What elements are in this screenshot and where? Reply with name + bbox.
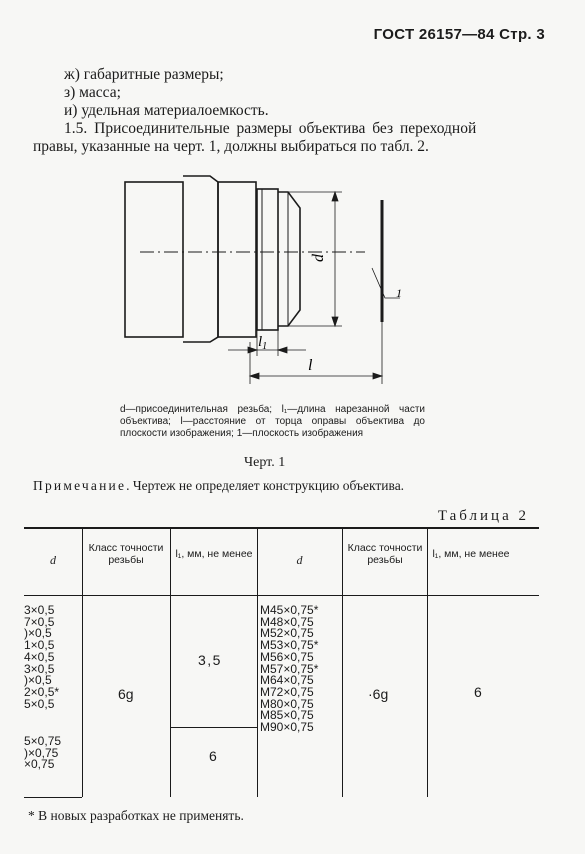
- lens-barrel-step: [183, 176, 218, 342]
- right-class-value: ·6g: [368, 686, 389, 702]
- lens-barrel-rear: [218, 182, 256, 337]
- right-l1-value: 6: [474, 684, 482, 700]
- table-cell: )×0,75: [24, 745, 59, 760]
- table-cell: M57×0,75*: [260, 661, 319, 676]
- table-cell: 5×0,75: [24, 734, 62, 748]
- label-plane-1: 1: [396, 286, 402, 300]
- page-header: ГОСТ 26157—84 Стр. 3: [373, 26, 545, 43]
- header-l1-left: l₁, мм, не менее: [175, 548, 253, 560]
- list-item-mass: з) масса;: [64, 84, 121, 101]
- list-item-dimensions: ж) габаритные размеры;: [64, 66, 224, 83]
- left-class-value: 6g: [118, 686, 134, 702]
- label-l1: $l_1$: [258, 334, 268, 352]
- lens-thread-part: [257, 189, 278, 330]
- table-cell: 1×0,5: [24, 638, 55, 653]
- list-item-material: и) удельная материалоемкость.: [64, 102, 269, 119]
- left-d-group-1: [24, 605, 59, 710]
- note: [33, 478, 404, 494]
- header-class-left: Класс точности резьбы: [88, 542, 164, 566]
- table-cell: M56×0,75: [260, 649, 314, 664]
- lens-drawing: [110, 170, 410, 390]
- figure-label: Черт. 1: [244, 455, 286, 470]
- table-cell: M48×0,75: [260, 614, 314, 629]
- label-d: d: [310, 254, 327, 262]
- figure-caption: d—присоединительная резьба; l₁—длина нарезанной части объектива; l—расстояние от торца оправы объектива до плоскости изображения; 1—плоскость изображения: [120, 404, 425, 439]
- table-cell: M72×0,75: [260, 684, 314, 699]
- left-l1-value-b: 6: [209, 748, 217, 764]
- footnote: * В новых разработках не применять.: [28, 808, 244, 823]
- right-d-list: [260, 605, 318, 734]
- table-cell: 2×0,5*: [24, 684, 60, 699]
- left-d-group-2: [24, 736, 61, 771]
- table-cell: ×0,75: [24, 757, 55, 772]
- left-l1-value-a: 3,5: [198, 652, 222, 668]
- table-cell: 3×0,5: [24, 603, 55, 617]
- label-l: l: [308, 357, 313, 374]
- table-cell: M90×0,75: [260, 720, 314, 735]
- lens-rear-cone: [278, 192, 300, 326]
- table-cell: )×0,5: [24, 673, 52, 688]
- table-cell: M80×0,75: [260, 696, 314, 711]
- note-text: . Чертеж не определяет конструкцию объектива.: [126, 478, 405, 493]
- table-cell: 3×0,5: [24, 661, 55, 676]
- table-cell: M53×0,75*: [260, 638, 319, 653]
- table-cell: 5×0,5: [24, 696, 55, 711]
- table-cell: M45×0,75*: [260, 603, 319, 617]
- header-d-right: d: [296, 553, 303, 567]
- paragraph-line-2: правы, указанные на черт. 1, должны выбираться по табл. 2.: [33, 138, 429, 155]
- table-cell: M64×0,75: [260, 673, 314, 688]
- note-prefix: Примечание: [33, 478, 127, 493]
- header-class-right: Класс точности резьбы: [347, 542, 423, 566]
- header-l1-right: l₁, мм, не менее: [432, 548, 510, 560]
- table-cell: 7×0,5: [24, 614, 55, 629]
- header-d-left: d: [50, 553, 56, 567]
- paragraph-line-1: 1.5. Присоединительные размеры объектива без переходной: [64, 120, 477, 137]
- table-cell: M85×0,75: [260, 708, 314, 723]
- table-cell: 4×0,5: [24, 649, 55, 664]
- table-cell: M52×0,75: [260, 626, 314, 641]
- table-title: Таблица 2: [437, 508, 529, 524]
- lens-barrel-body: [125, 182, 183, 337]
- table-cell: )×0,5: [24, 626, 52, 641]
